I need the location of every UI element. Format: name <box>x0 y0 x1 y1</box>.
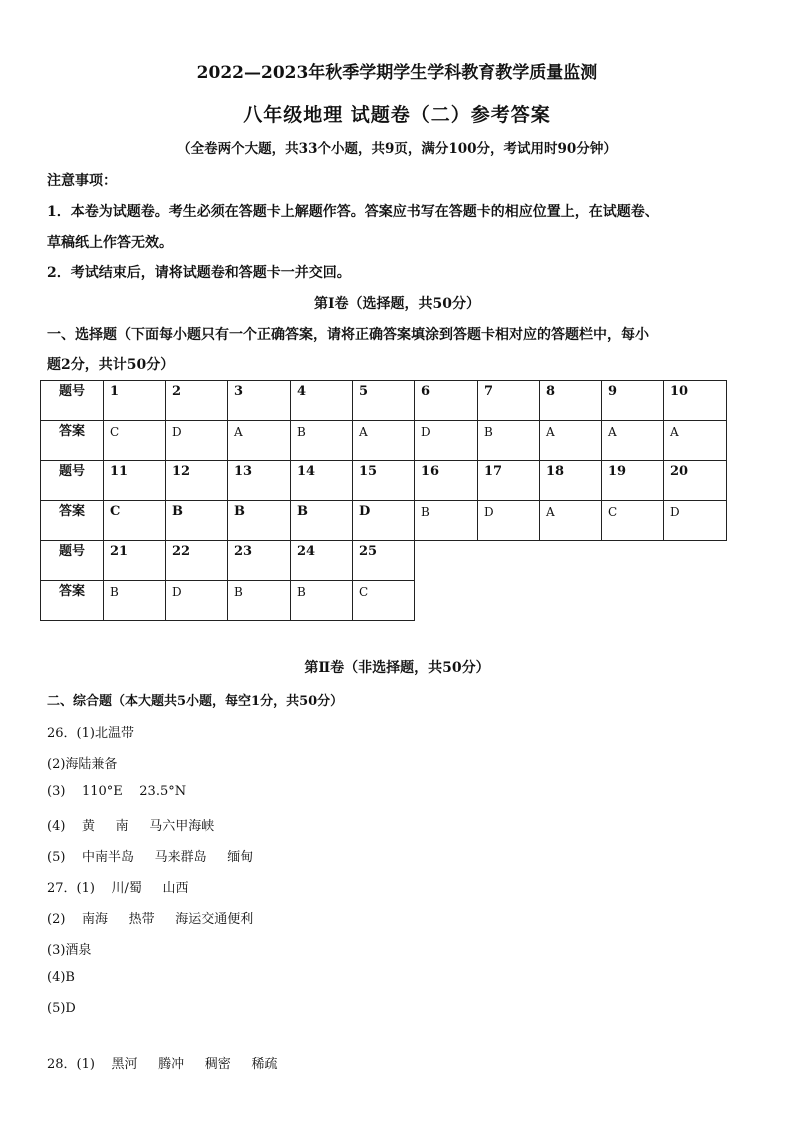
question-num: 10 <box>664 381 727 421</box>
row-label-ans: 答案 <box>41 581 104 621</box>
answer-line: (3) 110°E 23.5°N <box>47 784 187 799</box>
row-label-num: 题号 <box>41 461 104 501</box>
question-num: 4 <box>291 381 353 421</box>
question-num: 12 <box>166 461 228 501</box>
answer-cell: A <box>353 421 415 461</box>
exam-subtitle: 八年级地理 试题卷（二）参考答案 <box>243 104 551 126</box>
question-num: 13 <box>228 461 291 501</box>
exam-title: 2022—2023年秋季学期学生学科教育教学质量监测 <box>196 63 598 83</box>
answer-cell: C <box>353 581 415 621</box>
question-num: 11 <box>104 461 166 501</box>
question-num: 21 <box>104 541 166 581</box>
answer-cell: A <box>664 421 727 461</box>
answer-cell: C <box>104 421 166 461</box>
answer-cell: B <box>291 581 353 621</box>
question-num: 19 <box>602 461 664 501</box>
question-num: 18 <box>540 461 602 501</box>
question-num: 22 <box>166 541 228 581</box>
notes-heading: 注意事项： <box>47 173 117 189</box>
answer-line: 28．(1) 黑河 腾冲 稠密 稀疏 <box>47 1057 278 1072</box>
answer-line: 26．(1)北温带 <box>47 726 134 741</box>
answer-cell: C <box>104 501 166 541</box>
row-label-ans: 答案 <box>41 501 104 541</box>
table-row-ans-1 <box>41 421 727 461</box>
part2-heading: 二、综合题（本大题共5小题，每空1分，共50分） <box>47 694 344 709</box>
answer-cell: B <box>478 421 540 461</box>
question-num: 5 <box>353 381 415 421</box>
answer-cell: D <box>353 501 415 541</box>
row-label-ans: 答案 <box>41 421 104 461</box>
table-row-num-3 <box>41 541 727 581</box>
part1-title: 第Ⅰ卷（选择题，共50分） <box>313 296 481 312</box>
answer-line: (2)海陆兼备 <box>47 757 118 772</box>
question-num: 23 <box>228 541 291 581</box>
question-num: 2 <box>166 381 228 421</box>
question-num: 7 <box>478 381 540 421</box>
answer-cell: D <box>664 501 727 541</box>
table-row-num-1 <box>41 381 727 421</box>
answer-cell: B <box>166 501 228 541</box>
question-num: 6 <box>415 381 478 421</box>
answer-cell: B <box>415 501 478 541</box>
answer-cell: A <box>540 501 602 541</box>
question-num: 24 <box>291 541 353 581</box>
answer-cell: A <box>540 421 602 461</box>
question-num: 20 <box>664 461 727 501</box>
answer-cell: A <box>228 421 291 461</box>
answer-cell: B <box>228 501 291 541</box>
answer-line: (4)B <box>47 970 75 985</box>
answer-line: (2) 南海 热带 海运交通便利 <box>47 912 254 927</box>
table-row-ans-2 <box>41 501 727 541</box>
answer-cell: A <box>602 421 664 461</box>
note-item-2: 2．考试结束后，请将试题卷和答题卡一并交回。 <box>47 265 351 281</box>
part1-heading: 一、选择题（下面每小题只有一个正确答案，请将正确答案填涂到答题卡相对应的答题栏中，每小 <box>47 327 649 343</box>
table-row-ans-3 <box>41 581 727 621</box>
row-label-num: 题号 <box>41 381 104 421</box>
part1-heading-cont: 题2分，共计50分） <box>47 357 175 373</box>
answer-line: (5)D <box>47 1001 76 1016</box>
answer-cell: D <box>166 421 228 461</box>
answer-cell: B <box>104 581 166 621</box>
question-num: 17 <box>478 461 540 501</box>
table-empty-area <box>415 581 727 621</box>
question-num: 8 <box>540 381 602 421</box>
question-num: 15 <box>353 461 415 501</box>
question-num: 3 <box>228 381 291 421</box>
answer-cell: B <box>291 501 353 541</box>
question-num: 1 <box>104 381 166 421</box>
table-row-num-2 <box>41 461 727 501</box>
answer-cell: D <box>166 581 228 621</box>
table-empty-area <box>415 541 727 581</box>
question-num: 9 <box>602 381 664 421</box>
answer-line: (3)酒泉 <box>47 943 92 958</box>
answer-line: (5) 中南半岛 马来群岛 缅甸 <box>47 850 254 865</box>
answer-cell: D <box>478 501 540 541</box>
part2-title: 第Ⅱ卷（非选择题，共50分） <box>304 660 490 676</box>
answer-cell: B <box>228 581 291 621</box>
exam-info: （全卷两个大题，共33个小题，共9页，满分100分，考试用时90分钟） <box>177 141 617 157</box>
answer-line: 27．(1) 川/蜀 山西 <box>47 881 189 896</box>
answer-cell: D <box>415 421 478 461</box>
question-num: 25 <box>353 541 415 581</box>
note-item-1: 1．本卷为试题卷。考生必须在答题卡上解题作答。答案应书写在答题卡的相应位置上，在试题卷、 <box>47 204 659 220</box>
question-num: 16 <box>415 461 478 501</box>
answer-line: (4) 黄 南 马六甲海峡 <box>47 819 215 834</box>
answer-cell: B <box>291 421 353 461</box>
answer-table <box>40 380 727 621</box>
note-item-1-cont: 草稿纸上作答无效。 <box>47 235 173 251</box>
row-label-num: 题号 <box>41 541 104 581</box>
answer-cell: C <box>602 501 664 541</box>
question-num: 14 <box>291 461 353 501</box>
